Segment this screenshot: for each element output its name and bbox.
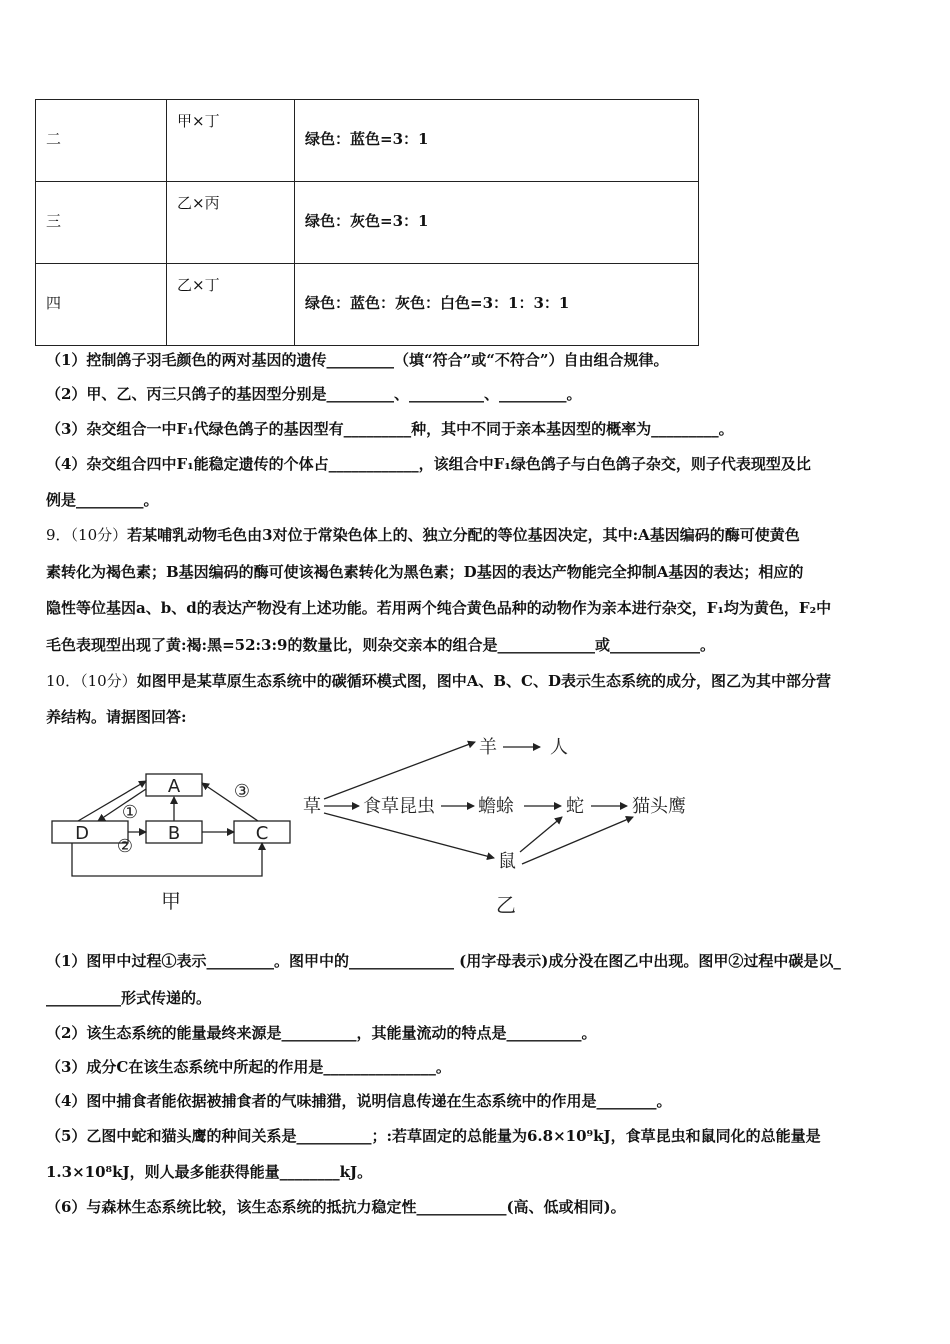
food-web-node-grass: 草 xyxy=(303,796,321,817)
q8-part4-line1: （4）杂交组合四中F₁能稳定遗传的个体占____________，该组合中F₁绿色鸽子与白色鸽子杂交，则子代表现型及比 xyxy=(46,455,811,473)
q8-part4-line2: 例是_________。 xyxy=(46,491,159,509)
q10-part3: （3）成分C在该生态系统中所起的作用是_______________。 xyxy=(46,1058,451,1076)
process-2-label: ② xyxy=(116,836,134,857)
q9-line2: 素转化为褐色素；B基因编码的酶可使该褐色素转化为黑色素；D基因的表达产物能完全抑制A基因的表达；相应的 xyxy=(46,563,804,581)
q10-part4: （4）图中捕食者能依据被捕食者的气味捕猎，说明信息传递在生态系统中的作用是________。 xyxy=(46,1092,672,1110)
q10-part5-line2: 1.3×10⁸kJ，则人最多能获得能量________kJ。 xyxy=(46,1163,373,1181)
q8-part2: （2）甲、乙、丙三只鸽子的基因型分别是_________、__________、_________。 xyxy=(46,385,582,403)
cross-label: 乙×丁 xyxy=(177,276,220,294)
q10-part1-line2: __________形式传递的。 xyxy=(46,989,212,1007)
food-web-node-insect: 食草昆虫 xyxy=(363,796,435,817)
food-web-node-snake: 蛇 xyxy=(566,796,584,817)
q10-line2: 养结构。请据图回答: xyxy=(46,708,187,726)
food-web-node-sheep: 羊 xyxy=(479,737,497,758)
q9-number: 9．（10分） xyxy=(46,526,128,544)
q10-part2: （2）该生态系统的能量最终来源是__________，其能量流动的特点是__________。 xyxy=(46,1024,597,1042)
box-a-label: A xyxy=(167,776,181,797)
cross-label: 乙×丙 xyxy=(177,194,220,212)
food-web-node-toad: 蟾蜍 xyxy=(478,796,514,817)
box-c-label: C xyxy=(255,823,269,844)
food-web-node-owl: 猫头鹰 xyxy=(632,796,686,817)
result-ratio: 绿色：蓝色：灰色：白色=3：1：3：1 xyxy=(305,294,570,312)
box-b-label: B xyxy=(167,823,181,844)
q10-part5-line1: （5）乙图中蛇和猫头鹰的种间关系是__________；:若草固定的总能量为6.8×10⁹kJ，食草昆虫和鼠同化的总能量是 xyxy=(46,1127,821,1145)
q8-part1: （1）控制鸽子羽毛颜色的两对基因的遗传_________（填“符合”或“不符合”）自由组合规律。 xyxy=(46,351,669,369)
group-label: 二 xyxy=(46,130,62,148)
figure-jia-caption: 甲 xyxy=(161,889,181,913)
process-3-label: ③ xyxy=(233,781,251,802)
group-label: 三 xyxy=(46,212,62,230)
q9-line1: 9．（10分）若某哺乳动物毛色由3对位于常染色体上的、独立分配的等位基因决定，其中:A基因编码的酶可使黄色 xyxy=(46,526,800,544)
box-d-label: D xyxy=(75,823,89,844)
process-1-label: ① xyxy=(121,802,139,823)
food-web-node-mouse: 鼠 xyxy=(498,851,516,872)
q10-part6: （6）与森林生态系统比较，该生态系统的抵抗力稳定性____________(高、低或相同)。 xyxy=(46,1198,626,1216)
q10-line1: 10．（10分）如图甲是某草原生态系统中的碳循环模式图，图中A、B、C、D表示生态系统的成分，图乙为其中部分营 xyxy=(46,672,831,690)
q10-number: 10．（10分） xyxy=(46,672,137,690)
q8-part3: （3）杂交组合一中F₁代绿色鸽子的基因型有_________种，其中不同于亲本基因型的概率为_________。 xyxy=(46,420,734,438)
q9-line3: 隐性等位基因a、b、d的表达产物没有上述功能。若用两个纯合黄色品种的动物作为亲本进行杂交，F₁均为黄色，F₂中 xyxy=(46,599,832,617)
result-ratio: 绿色：蓝色=3：1 xyxy=(305,130,429,148)
result-ratio: 绿色：灰色=3：1 xyxy=(305,212,429,230)
cross-label: 甲×丁 xyxy=(177,112,220,130)
q9-line4: 毛色表现型出现了黄:褐:黑=52:3:9的数量比，则杂交亲本的组合是_____________或____________。 xyxy=(46,636,715,654)
figure-yi-caption: 乙 xyxy=(496,893,516,917)
group-label: 四 xyxy=(46,294,62,312)
q10-part1-line1: （1）图甲中过程①表示_________。图甲中的______________ (用字母表示)成分没在图乙中出现。图甲②过程中碳是以_ xyxy=(46,952,841,970)
food-web-node-human: 人 xyxy=(550,737,568,758)
